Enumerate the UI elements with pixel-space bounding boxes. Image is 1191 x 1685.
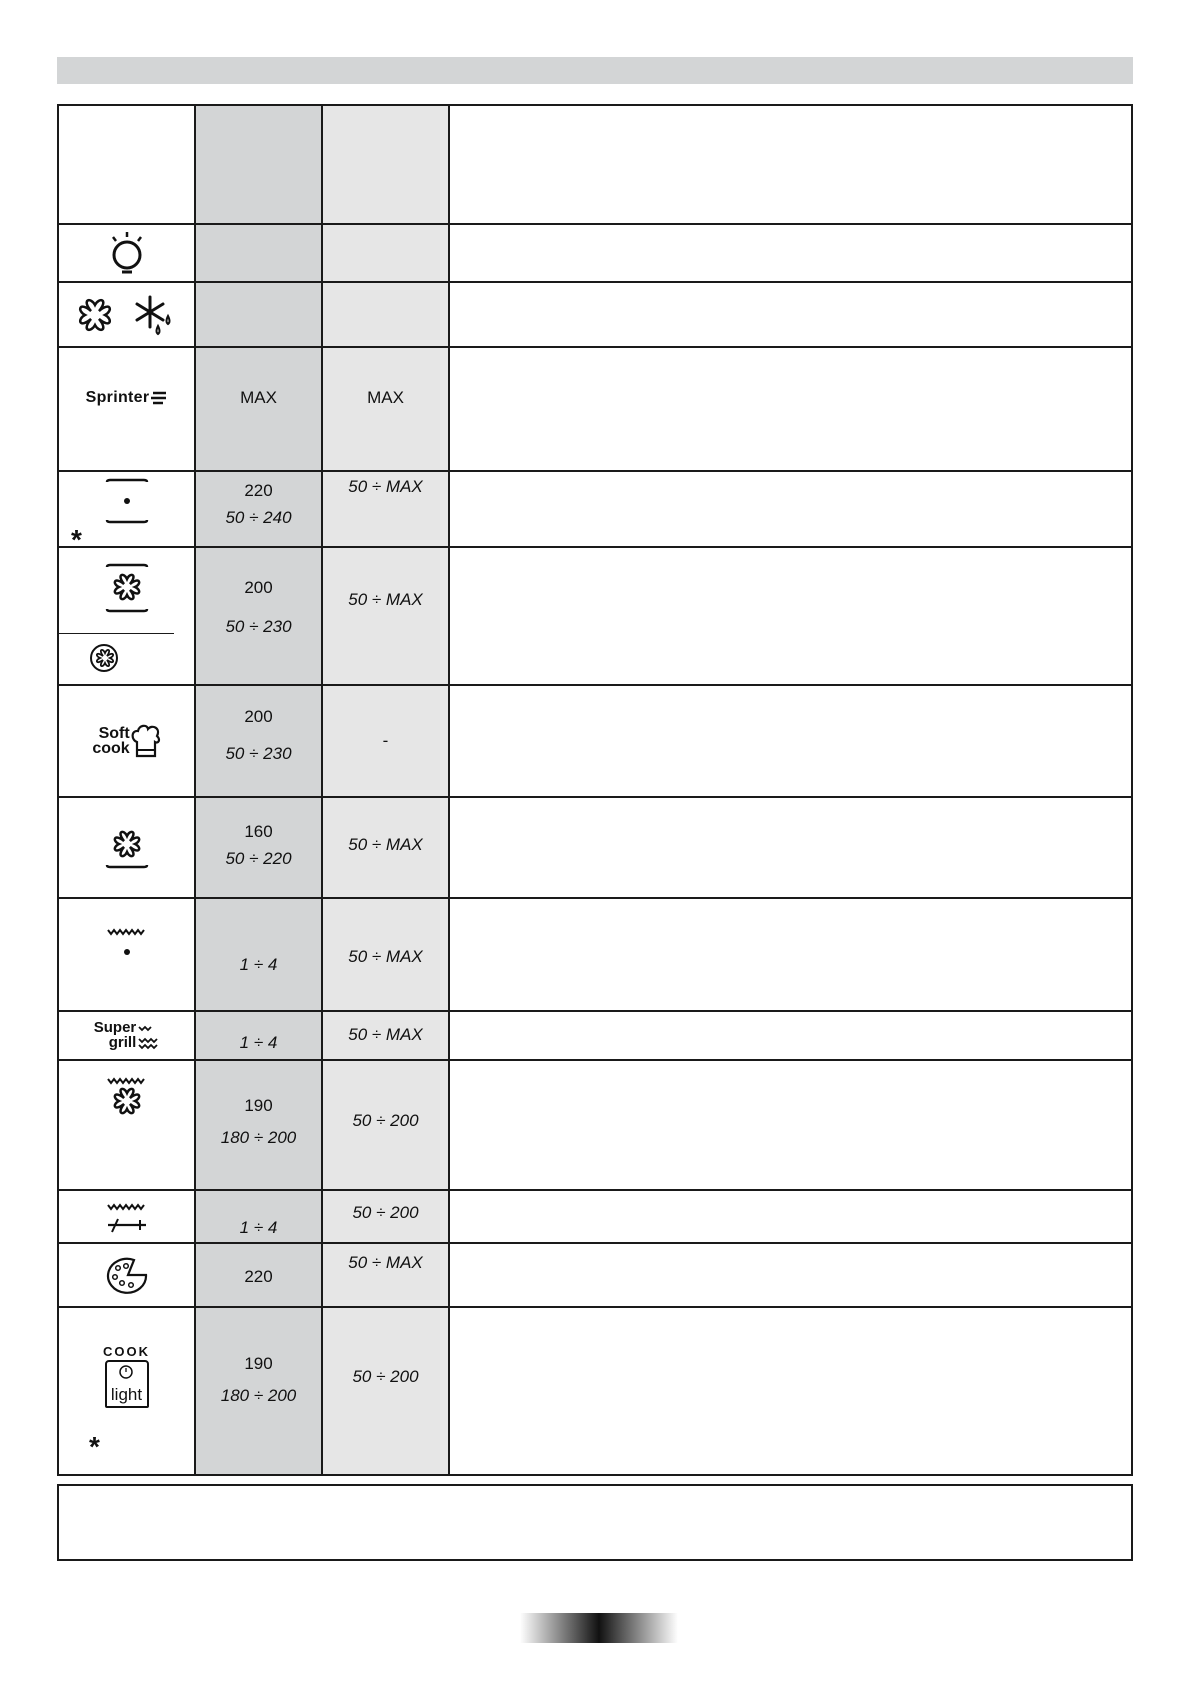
temperature-cell: 190 180 ÷ 200: [220, 1353, 297, 1405]
temperature-cell: 190 180 ÷ 200: [220, 1095, 297, 1147]
rotisserie-icon: [59, 1191, 194, 1242]
recommended-temp: 220: [244, 1267, 273, 1287]
row-divider: [59, 1059, 1131, 1061]
header-bar: [57, 57, 1133, 84]
temperature-cell: 220 50 ÷ 240: [225, 480, 292, 527]
fan-oven-icon: [59, 552, 194, 624]
row-divider: [59, 223, 1131, 225]
page-number-tab: [520, 1613, 678, 1643]
row-divider: [59, 546, 1131, 548]
column-divider: [448, 106, 450, 1474]
temperature-cell: 200 50 ÷ 230: [225, 577, 292, 636]
row-divider: [59, 470, 1131, 472]
grill-temp: -: [382, 731, 389, 751]
row-divider: [59, 1010, 1131, 1012]
grill-temp: 50 ÷ 200: [352, 1203, 419, 1223]
row-divider: [59, 1242, 1131, 1244]
icon-sub-divider: [59, 633, 174, 634]
grill-level: 1 ÷ 4: [239, 1033, 278, 1053]
fan-bottom-heat-icon: [59, 798, 194, 897]
row-divider: [59, 281, 1131, 283]
pizza-icon: [59, 1244, 194, 1306]
temperature-cell: 160 50 ÷ 220: [225, 821, 292, 868]
grill-temp: 50 ÷ MAX: [348, 1025, 423, 1045]
row-divider: [59, 796, 1131, 798]
grill-temp: 50 ÷ 200: [352, 1367, 419, 1387]
cook-light-icon: COOK light: [59, 1336, 194, 1416]
grill-temp: 50 ÷ MAX: [348, 947, 423, 967]
lamp-icon: [59, 225, 194, 281]
defrost-icon: [59, 283, 194, 346]
grill-level: 1 ÷ 4: [239, 1218, 278, 1238]
recommended-temp: MAX: [240, 388, 277, 408]
soft-cook-icon: Soft cook: [59, 686, 194, 796]
grill-temp: 50 ÷ MAX: [348, 590, 423, 610]
grill-temp: 50 ÷ 200: [352, 1111, 419, 1131]
grill-level: 1 ÷ 4: [239, 955, 278, 975]
grill-temp: 50 ÷ MAX: [348, 477, 423, 497]
grill-temp: 50 ÷ MAX: [348, 1253, 423, 1273]
row-divider: [59, 1189, 1131, 1191]
grill-temp: 50 ÷ MAX: [348, 835, 423, 855]
row-divider: [59, 897, 1131, 899]
grill-icon: [59, 906, 194, 978]
oven-functions-table: [57, 104, 1133, 1476]
footnote-star: *: [89, 1431, 100, 1462]
row-divider: [59, 684, 1131, 686]
row-divider: [59, 1306, 1131, 1308]
footnote-star: *: [71, 524, 82, 555]
static-oven-icon: [59, 472, 194, 530]
fan-ring-icon: [59, 636, 149, 680]
sprinter-icon: Sprinter: [85, 389, 150, 406]
temperature-cell: 200 50 ÷ 230: [225, 706, 292, 763]
fan-grill-icon: [59, 1066, 194, 1126]
notes-box: [57, 1484, 1133, 1561]
grill-temp: MAX: [367, 388, 404, 408]
super-grill-icon: Super grill: [59, 1012, 194, 1059]
